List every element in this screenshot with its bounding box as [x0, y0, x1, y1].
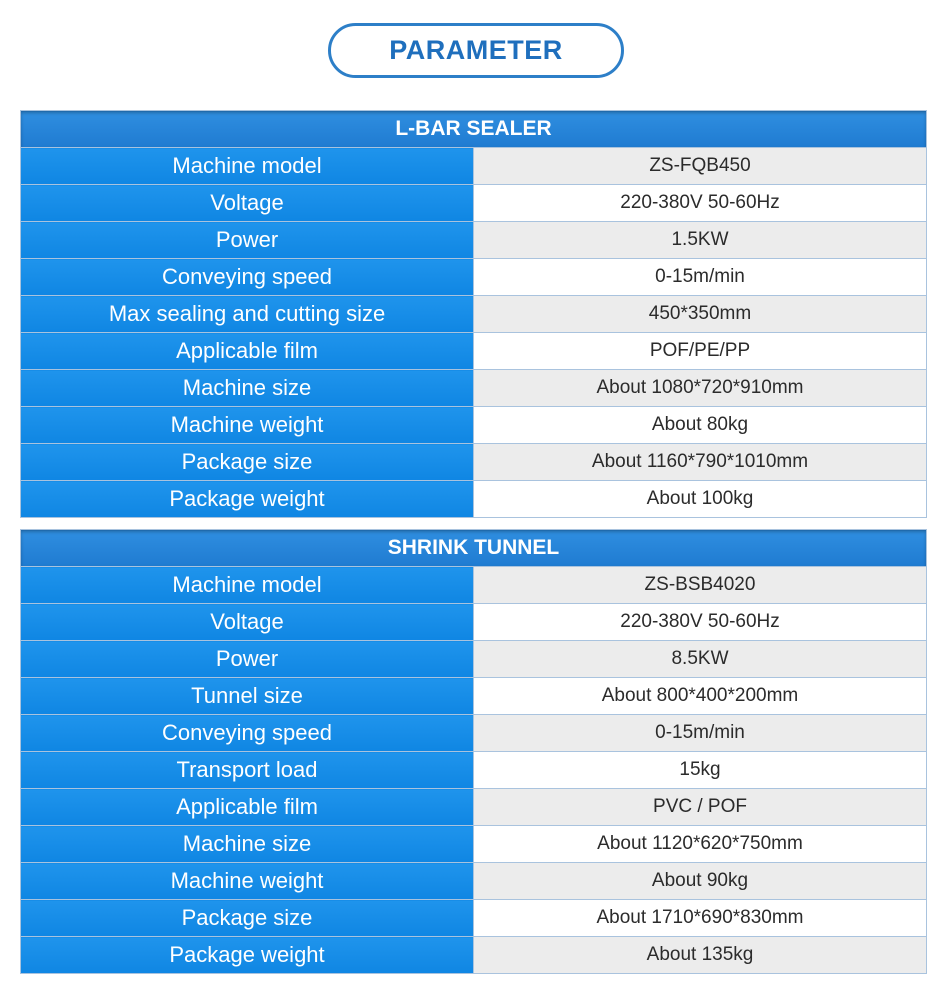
row-value: About 100kg	[474, 481, 927, 518]
row-label: Machine weight	[21, 407, 474, 444]
table-row	[21, 863, 927, 900]
row-value: About 90kg	[474, 863, 927, 900]
table-row	[21, 937, 927, 974]
row-label: Machine size	[21, 826, 474, 863]
row-value: 220-380V 50-60Hz	[474, 604, 927, 641]
table-row	[21, 826, 927, 863]
section-header-row	[21, 111, 927, 148]
row-label: Voltage	[21, 185, 474, 222]
row-label: Voltage	[21, 604, 474, 641]
row-value: 8.5KW	[474, 641, 927, 678]
row-value: About 1160*790*1010mm	[474, 444, 927, 481]
shrink-tunnel-spec-table	[20, 529, 927, 974]
row-value: ZS-FQB450	[474, 148, 927, 185]
row-value: 0-15m/min	[474, 715, 927, 752]
table-row	[21, 567, 927, 604]
row-label: Power	[21, 222, 474, 259]
row-label: Transport load	[21, 752, 474, 789]
table-row	[21, 370, 927, 407]
row-value: ZS-BSB4020	[474, 567, 927, 604]
table-row	[21, 678, 927, 715]
row-value: About 1080*720*910mm	[474, 370, 927, 407]
row-label: Conveying speed	[21, 715, 474, 752]
row-label: Max sealing and cutting size	[21, 296, 474, 333]
table-row	[21, 604, 927, 641]
row-value: POF/PE/PP	[474, 333, 927, 370]
row-label: Conveying speed	[21, 259, 474, 296]
section-header-row	[21, 530, 927, 567]
table-row	[21, 789, 927, 826]
row-value: 1.5KW	[474, 222, 927, 259]
lbar-sealer-spec-table	[20, 110, 927, 518]
table-row	[21, 296, 927, 333]
row-value: About 135kg	[474, 937, 927, 974]
row-value: About 80kg	[474, 407, 927, 444]
row-value: 450*350mm	[474, 296, 927, 333]
row-label: Applicable film	[21, 789, 474, 826]
row-value: About 1710*690*830mm	[474, 900, 927, 937]
row-label: Machine weight	[21, 863, 474, 900]
table-row	[21, 444, 927, 481]
row-label: Package weight	[21, 481, 474, 518]
row-value: 220-380V 50-60Hz	[474, 185, 927, 222]
row-label: Machine model	[21, 567, 474, 604]
row-label: Applicable film	[21, 333, 474, 370]
table-row	[21, 185, 927, 222]
row-label: Power	[21, 641, 474, 678]
row-value: PVC / POF	[474, 789, 927, 826]
table-row	[21, 222, 927, 259]
row-label: Package weight	[21, 937, 474, 974]
row-label: Tunnel size	[21, 678, 474, 715]
row-value: About 800*400*200mm	[474, 678, 927, 715]
table-row	[21, 715, 927, 752]
row-value: About 1120*620*750mm	[474, 826, 927, 863]
table-row	[21, 259, 927, 296]
row-value: 15kg	[474, 752, 927, 789]
table-row	[21, 481, 927, 518]
table-row	[21, 148, 927, 185]
section-heading: L-BAR SEALER	[21, 111, 927, 148]
table-row	[21, 333, 927, 370]
table-row	[21, 407, 927, 444]
row-label: Machine model	[21, 148, 474, 185]
row-label: Machine size	[21, 370, 474, 407]
page-title: PARAMETER	[328, 23, 624, 78]
row-value: 0-15m/min	[474, 259, 927, 296]
section-heading: SHRINK TUNNEL	[21, 530, 927, 567]
row-label: Package size	[21, 444, 474, 481]
row-label: Package size	[21, 900, 474, 937]
table-row	[21, 752, 927, 789]
table-row	[21, 900, 927, 937]
table-row	[21, 641, 927, 678]
